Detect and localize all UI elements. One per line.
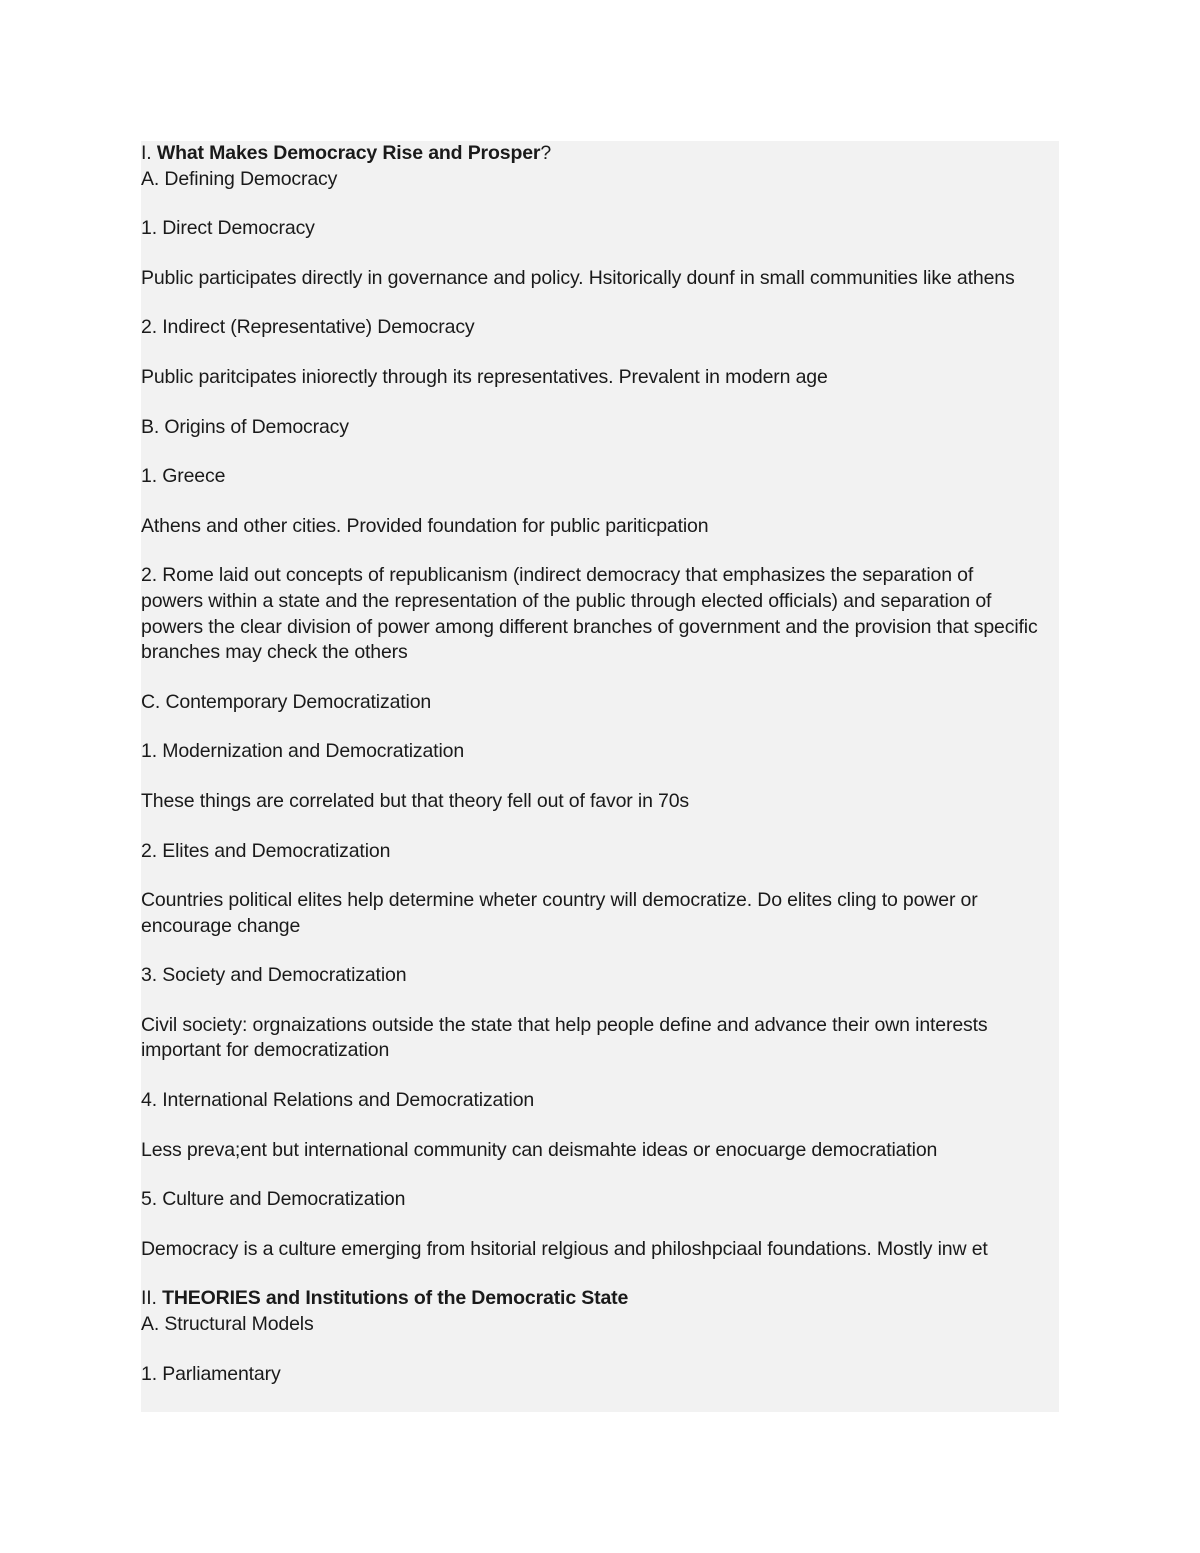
- paragraph-line: powers within a state and the representation of the public through elected officials) and separation of: [141, 589, 992, 612]
- paragraph: [141, 888, 1061, 939]
- paragraph: Public participates directly in governance and policy. Hsitorically dounf in small communities like athens: [141, 266, 1015, 289]
- subheading: C. Contemporary Democratization: [141, 690, 432, 713]
- section-title: THEORIES and Institutions of the Democratic State: [162, 1287, 629, 1310]
- list-item-heading: 1. Direct Democracy: [141, 217, 315, 240]
- paragraph: Public paritcipates iniorectly through its representatives. Prevalent in modern age: [141, 365, 828, 388]
- list-item-heading: 2. Elites and Democratization: [141, 839, 391, 862]
- paragraph: These things are correlated but that theory fell out of favor in 70s: [141, 789, 690, 812]
- section-title: What Makes Democracy Rise and Prosper: [156, 142, 541, 164]
- subheading: B. Origins of Democracy: [141, 415, 349, 438]
- paragraph-line: encourage change: [141, 914, 301, 937]
- list-item-heading: 1. Greece: [141, 465, 226, 488]
- paragraph: Athens and other cities. Provided foundation for public pariticpation: [141, 514, 709, 537]
- section-title-end: ?: [540, 142, 552, 164]
- document-content: [141, 141, 1059, 1412]
- paragraph-line: Civil society: orgnaizations outside the state that help people define and advance their own interests: [141, 1013, 988, 1036]
- subheading: A. Structural Models: [141, 1313, 314, 1336]
- list-item-heading: 5. Culture and Democratization: [141, 1188, 406, 1211]
- paragraph-line: important for democratization: [141, 1039, 390, 1062]
- section-number: I.: [141, 142, 152, 164]
- list-item-heading: 1. Parliamentary: [141, 1362, 281, 1385]
- list-item-heading: 4. International Relations and Democratization: [141, 1089, 535, 1112]
- list-item-heading: 3. Society and Democratization: [141, 964, 407, 987]
- document-text: [141, 141, 1061, 1387]
- paragraph-line: powers the clear division of power among different branches of government and the provision that specific: [141, 615, 1038, 638]
- section-heading-1: [141, 141, 1061, 167]
- paragraph: Democracy is a culture emerging from hsitorial relgious and philoshpciaal foundations. Mostly inw et: [141, 1237, 988, 1260]
- section-number: II.: [141, 1287, 157, 1310]
- paragraph: [141, 563, 1061, 665]
- subheading: A. Defining Democracy: [141, 167, 338, 190]
- section-heading-2: [141, 1286, 1061, 1312]
- paragraph-line: 2. Rome laid out concepts of republicanism (indirect democracy that emphasizes the separation of: [141, 564, 974, 587]
- paragraph-line: Countries political elites help determine wheter country will democratize. Do elites cling to power or: [141, 889, 978, 912]
- paragraph: [141, 1013, 1061, 1064]
- list-item-heading: 1. Modernization and Democratization: [141, 740, 465, 763]
- paragraph-line: branches may check the others: [141, 641, 408, 664]
- list-item-heading: 2. Indirect (Representative) Democracy: [141, 316, 475, 339]
- paragraph: Less preva;ent but international community can deismahte ideas or enocuarge democratiation: [141, 1138, 938, 1161]
